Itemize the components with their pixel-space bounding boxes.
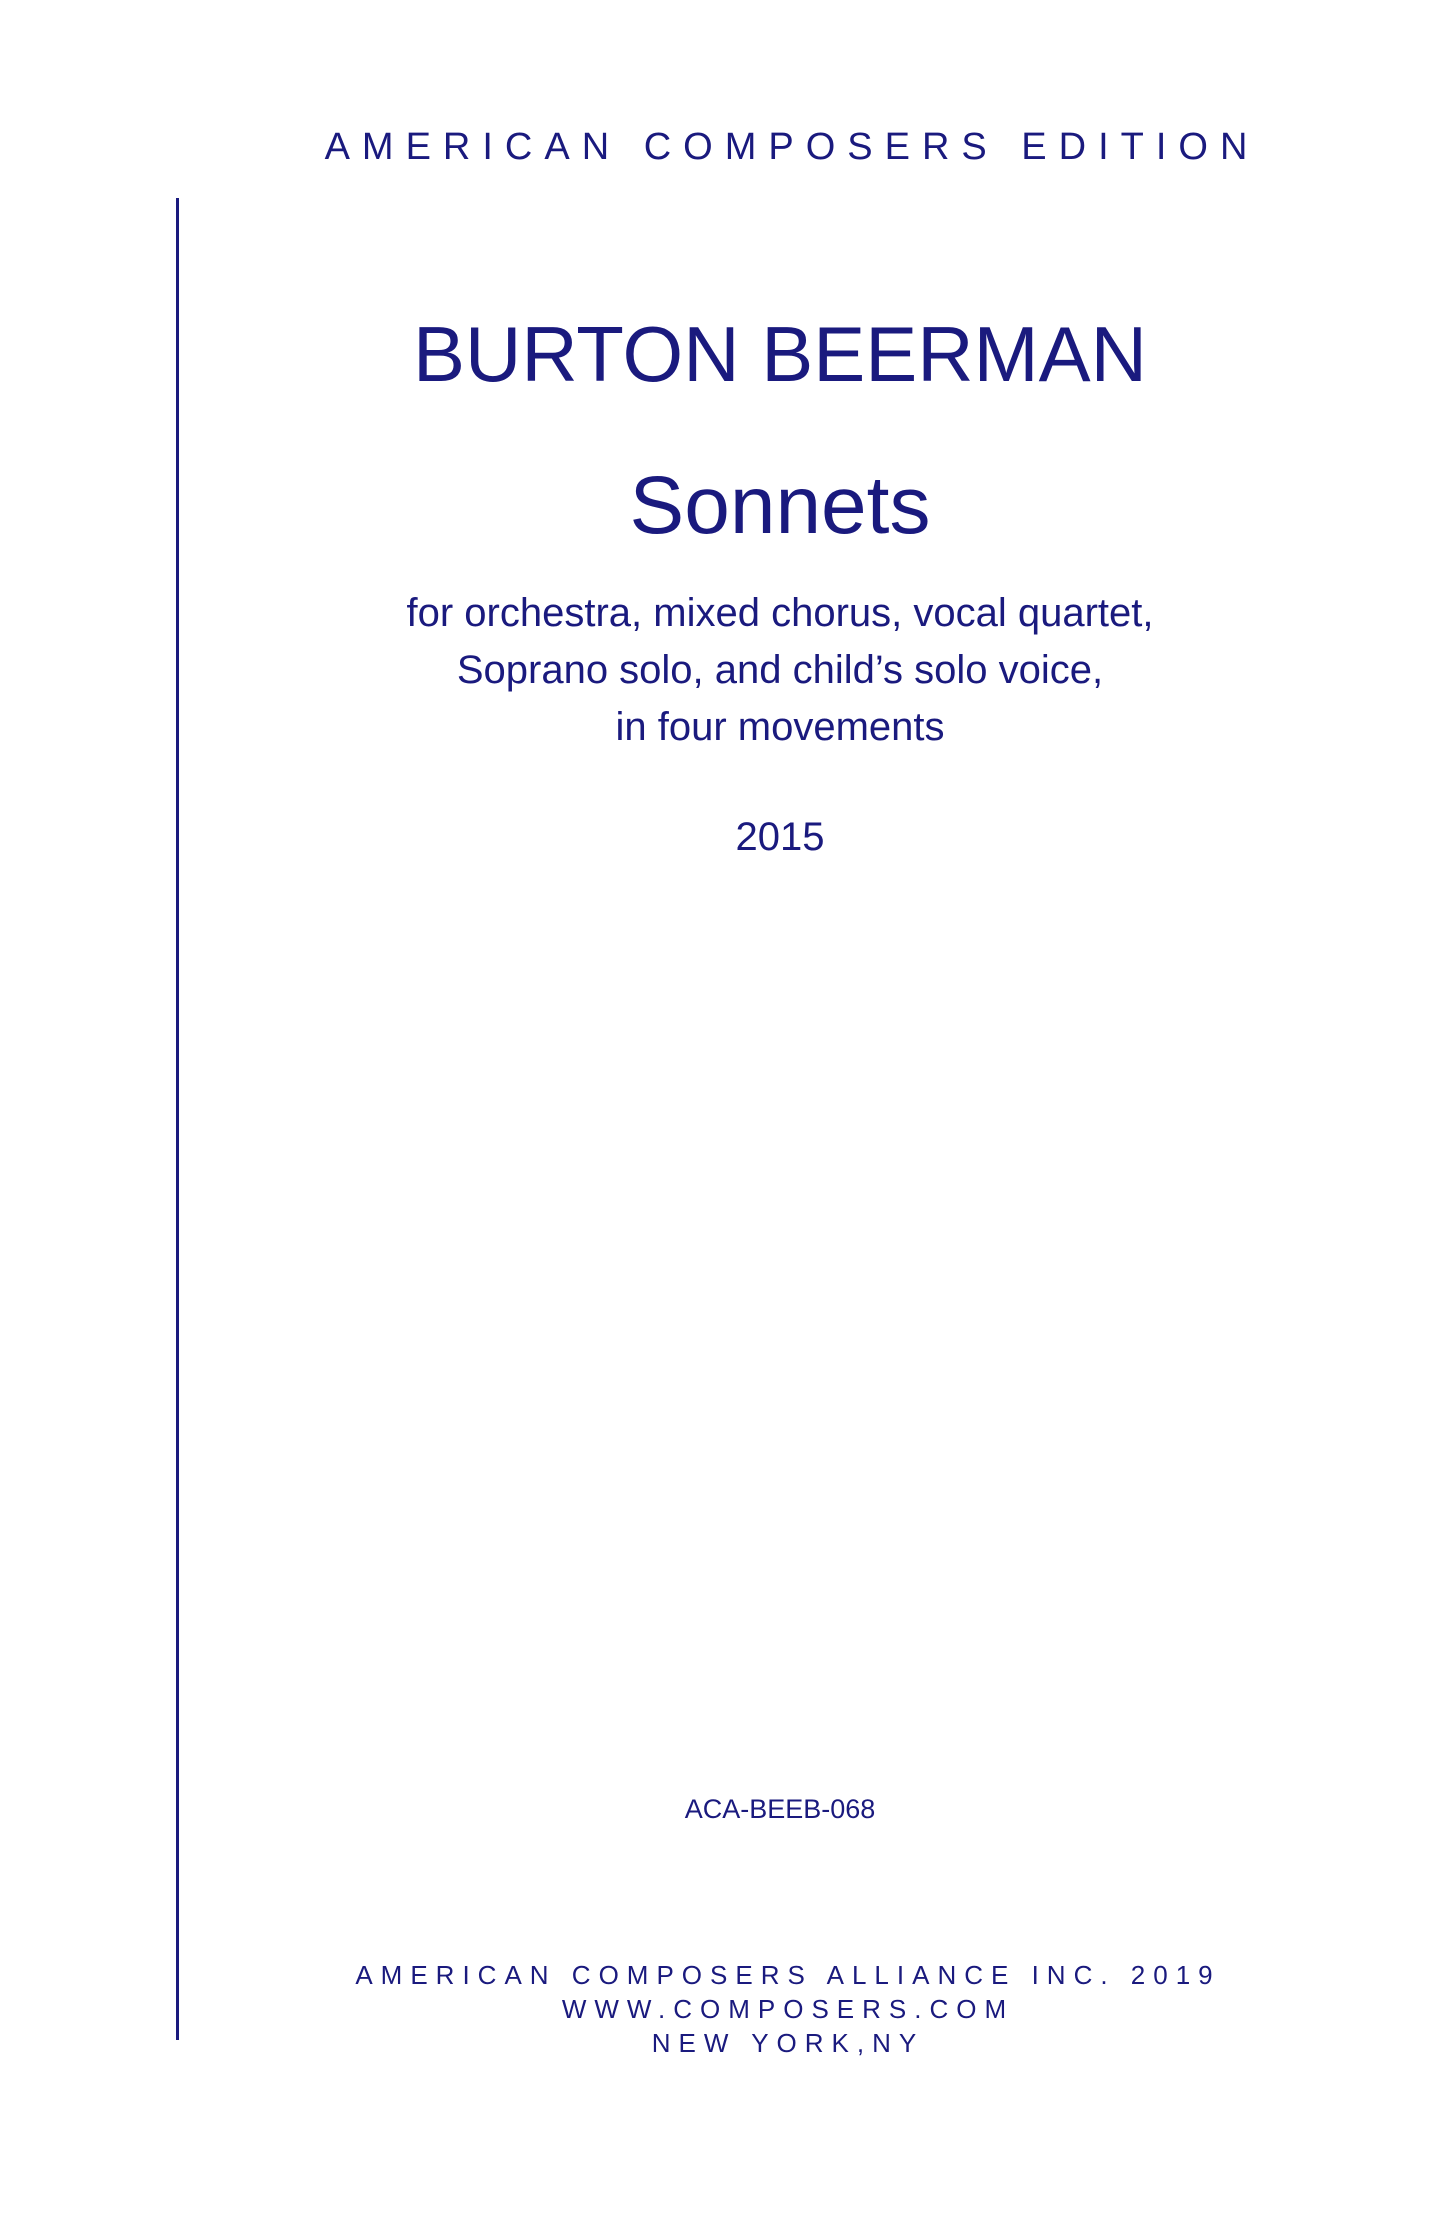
publisher-location: NEW YORK,NY	[651, 2028, 925, 2058]
composition-year: 2015	[735, 815, 825, 859]
instrumentation-subtitle	[300, 585, 1260, 756]
subtitle-line: for orchestra, mixed chorus, vocal quartet,	[406, 591, 1154, 635]
work-title: Sonnets	[629, 460, 931, 551]
subtitle-line: in four movements	[615, 705, 945, 749]
catalog-number: ACA-BEEB-068	[684, 1794, 876, 1824]
publisher-footer	[300, 1958, 1268, 2060]
composer-name: BURTON BEERMAN	[413, 310, 1147, 398]
subtitle-line: Soprano solo, and child’s solo voice,	[456, 648, 1104, 692]
edition-header: AMERICAN COMPOSERS EDITION	[324, 126, 1260, 168]
vertical-rule	[176, 198, 179, 2040]
publisher-name: AMERICAN COMPOSERS ALLIANCE INC. 2019	[355, 1960, 1221, 1990]
publisher-website: WWW.COMPOSERS.COM	[561, 1994, 1015, 2024]
